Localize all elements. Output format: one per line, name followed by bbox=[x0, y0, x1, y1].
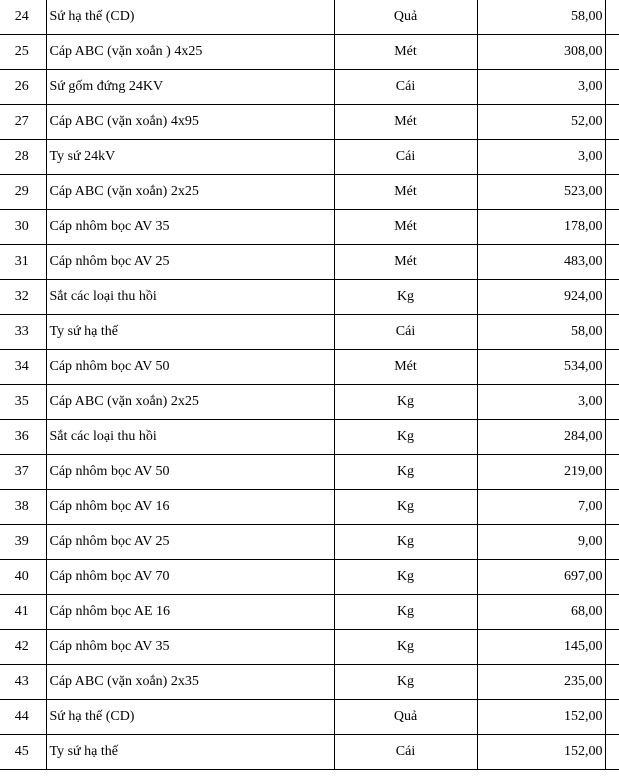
unit-cell[interactable]: Cái bbox=[334, 70, 477, 105]
quantity-cell[interactable]: 9,00 bbox=[477, 525, 605, 560]
empty-cell[interactable] bbox=[605, 105, 619, 140]
item-name-cell[interactable]: Sứ gốm đứng 24KV bbox=[46, 70, 334, 105]
unit-cell[interactable]: Kg bbox=[334, 420, 477, 455]
row-number-cell[interactable]: 43 bbox=[0, 665, 46, 700]
table-row bbox=[0, 35, 619, 70]
row-number-cell[interactable]: 29 bbox=[0, 175, 46, 210]
item-name-cell[interactable]: Cáp ABC (vặn xoắn) 2x25 bbox=[46, 175, 334, 210]
quantity-cell[interactable]: 178,00 bbox=[477, 210, 605, 245]
item-name-cell[interactable]: Cáp nhôm bọc AV 35 bbox=[46, 210, 334, 245]
row-number-cell[interactable]: 39 bbox=[0, 525, 46, 560]
unit-cell[interactable]: Mét bbox=[334, 210, 477, 245]
row-number-cell[interactable]: 38 bbox=[0, 490, 46, 525]
unit-cell[interactable]: Kg bbox=[334, 385, 477, 420]
empty-cell[interactable] bbox=[605, 735, 619, 770]
quantity-cell[interactable]: 58,00 bbox=[477, 315, 605, 350]
empty-cell[interactable] bbox=[605, 525, 619, 560]
item-name-cell[interactable]: Ty sứ hạ thế bbox=[46, 315, 334, 350]
unit-cell[interactable]: Cái bbox=[334, 315, 477, 350]
item-name-cell[interactable]: Cáp ABC (vặn xoắn) 4x95 bbox=[46, 105, 334, 140]
empty-cell[interactable] bbox=[605, 700, 619, 735]
table-row bbox=[0, 350, 619, 385]
table-row bbox=[0, 735, 619, 770]
item-name-cell[interactable]: Cáp nhôm bọc AE 16 bbox=[46, 595, 334, 630]
row-number-cell[interactable]: 45 bbox=[0, 735, 46, 770]
item-name-cell[interactable]: Cáp ABC (vặn xoắn) 2x25 bbox=[46, 385, 334, 420]
unit-cell[interactable]: Mét bbox=[334, 350, 477, 385]
table-row bbox=[0, 595, 619, 630]
empty-cell[interactable] bbox=[605, 385, 619, 420]
item-name-cell[interactable]: Cáp nhôm bọc AV 25 bbox=[46, 525, 334, 560]
unit-cell[interactable]: Quả bbox=[334, 700, 477, 735]
empty-cell[interactable] bbox=[605, 560, 619, 595]
row-number-cell[interactable]: 42 bbox=[0, 630, 46, 665]
quantity-cell[interactable]: 219,00 bbox=[477, 455, 605, 490]
item-name-cell[interactable]: Sứ hạ thế (CD) bbox=[46, 700, 334, 735]
quantity-cell[interactable]: 697,00 bbox=[477, 560, 605, 595]
row-number-cell[interactable]: 36 bbox=[0, 420, 46, 455]
row-number-cell[interactable]: 26 bbox=[0, 70, 46, 105]
item-name-cell[interactable]: Ty sứ 24kV bbox=[46, 140, 334, 175]
unit-cell[interactable]: Mét bbox=[334, 245, 477, 280]
row-number-cell[interactable]: 40 bbox=[0, 560, 46, 595]
row-number-cell[interactable]: 30 bbox=[0, 210, 46, 245]
item-name-cell[interactable]: Cáp nhôm bọc AV 70 bbox=[46, 560, 334, 595]
empty-cell[interactable] bbox=[605, 665, 619, 700]
table-row bbox=[0, 140, 619, 175]
row-number-cell[interactable]: 37 bbox=[0, 455, 46, 490]
table-row bbox=[0, 210, 619, 245]
item-name-cell[interactable]: Cáp nhôm bọc AV 50 bbox=[46, 350, 334, 385]
row-number-cell[interactable]: 28 bbox=[0, 140, 46, 175]
unit-cell[interactable]: Kg bbox=[334, 280, 477, 315]
row-number-cell[interactable]: 35 bbox=[0, 385, 46, 420]
table-row bbox=[0, 175, 619, 210]
table-row bbox=[0, 0, 619, 35]
row-number-cell[interactable]: 25 bbox=[0, 35, 46, 70]
quantity-cell[interactable]: 3,00 bbox=[477, 70, 605, 105]
row-number-cell[interactable]: 31 bbox=[0, 245, 46, 280]
unit-cell[interactable]: Kg bbox=[334, 595, 477, 630]
row-number-cell[interactable]: 24 bbox=[0, 0, 46, 35]
item-name-cell[interactable]: Sắt các loại thu hồi bbox=[46, 420, 334, 455]
empty-cell[interactable] bbox=[605, 315, 619, 350]
table-row bbox=[0, 385, 619, 420]
unit-cell[interactable]: Quả bbox=[334, 0, 477, 35]
table-row bbox=[0, 525, 619, 560]
item-name-cell[interactable]: Cáp nhôm bọc AV 50 bbox=[46, 455, 334, 490]
row-number-cell[interactable]: 41 bbox=[0, 595, 46, 630]
table-row bbox=[0, 245, 619, 280]
empty-cell[interactable] bbox=[605, 175, 619, 210]
empty-cell[interactable] bbox=[605, 280, 619, 315]
quantity-cell[interactable]: 152,00 bbox=[477, 735, 605, 770]
quantity-cell[interactable]: 152,00 bbox=[477, 700, 605, 735]
item-name-cell[interactable]: Cáp ABC (vặn xoắn) 2x35 bbox=[46, 665, 334, 700]
table-row bbox=[0, 105, 619, 140]
unit-cell[interactable]: Kg bbox=[334, 525, 477, 560]
item-name-cell[interactable]: Sứ hạ thế (CD) bbox=[46, 0, 334, 35]
quantity-cell[interactable]: 483,00 bbox=[477, 245, 605, 280]
table-row bbox=[0, 700, 619, 735]
item-name-cell[interactable]: Cáp nhôm bọc AV 16 bbox=[46, 490, 334, 525]
item-name-cell[interactable]: Cáp ABC (vặn xoắn ) 4x25 bbox=[46, 35, 334, 70]
empty-cell[interactable] bbox=[605, 420, 619, 455]
table-row bbox=[0, 455, 619, 490]
quantity-cell[interactable]: 308,00 bbox=[477, 35, 605, 70]
quantity-cell[interactable]: 235,00 bbox=[477, 665, 605, 700]
unit-cell[interactable]: Mét bbox=[334, 105, 477, 140]
row-number-cell[interactable]: 27 bbox=[0, 105, 46, 140]
item-name-cell[interactable]: Cáp nhôm bọc AV 35 bbox=[46, 630, 334, 665]
row-number-cell[interactable]: 32 bbox=[0, 280, 46, 315]
table-row bbox=[0, 280, 619, 315]
quantity-cell[interactable]: 68,00 bbox=[477, 595, 605, 630]
table-row bbox=[0, 315, 619, 350]
unit-cell[interactable]: Kg bbox=[334, 665, 477, 700]
unit-cell[interactable]: Mét bbox=[334, 175, 477, 210]
item-name-cell[interactable]: Sắt các loại thu hồi bbox=[46, 280, 334, 315]
table-row bbox=[0, 490, 619, 525]
item-name-cell[interactable]: Cáp nhôm bọc AV 25 bbox=[46, 245, 334, 280]
unit-cell[interactable]: Kg bbox=[334, 455, 477, 490]
empty-cell[interactable] bbox=[605, 210, 619, 245]
table-row bbox=[0, 630, 619, 665]
quantity-cell[interactable]: 284,00 bbox=[477, 420, 605, 455]
empty-cell[interactable] bbox=[605, 70, 619, 105]
row-number-cell[interactable]: 34 bbox=[0, 350, 46, 385]
quantity-cell[interactable]: 145,00 bbox=[477, 630, 605, 665]
empty-cell[interactable] bbox=[605, 455, 619, 490]
table-row bbox=[0, 420, 619, 455]
unit-cell[interactable]: Kg bbox=[334, 630, 477, 665]
unit-cell[interactable]: Kg bbox=[334, 490, 477, 525]
table-row bbox=[0, 70, 619, 105]
row-number-cell[interactable]: 44 bbox=[0, 700, 46, 735]
item-name-cell[interactable]: Ty sứ hạ thế bbox=[46, 735, 334, 770]
empty-cell[interactable] bbox=[605, 35, 619, 70]
empty-cell[interactable] bbox=[605, 630, 619, 665]
empty-cell[interactable] bbox=[605, 595, 619, 630]
quantity-cell[interactable]: 58,00 bbox=[477, 0, 605, 35]
empty-cell[interactable] bbox=[605, 0, 619, 35]
quantity-cell[interactable]: 3,00 bbox=[477, 385, 605, 420]
empty-cell[interactable] bbox=[605, 350, 619, 385]
empty-cell[interactable] bbox=[605, 140, 619, 175]
quantity-cell[interactable]: 523,00 bbox=[477, 175, 605, 210]
row-number-cell[interactable]: 33 bbox=[0, 315, 46, 350]
quantity-cell[interactable]: 534,00 bbox=[477, 350, 605, 385]
unit-cell[interactable]: Cái bbox=[334, 140, 477, 175]
unit-cell[interactable]: Mét bbox=[334, 35, 477, 70]
quantity-cell[interactable]: 924,00 bbox=[477, 280, 605, 315]
quantity-cell[interactable]: 3,00 bbox=[477, 140, 605, 175]
table-row bbox=[0, 665, 619, 700]
empty-cell[interactable] bbox=[605, 245, 619, 280]
table-row bbox=[0, 560, 619, 595]
quantity-cell[interactable]: 52,00 bbox=[477, 105, 605, 140]
unit-cell[interactable]: Kg bbox=[334, 560, 477, 595]
unit-cell[interactable]: Cái bbox=[334, 735, 477, 770]
empty-cell[interactable] bbox=[605, 490, 619, 525]
quantity-cell[interactable]: 7,00 bbox=[477, 490, 605, 525]
